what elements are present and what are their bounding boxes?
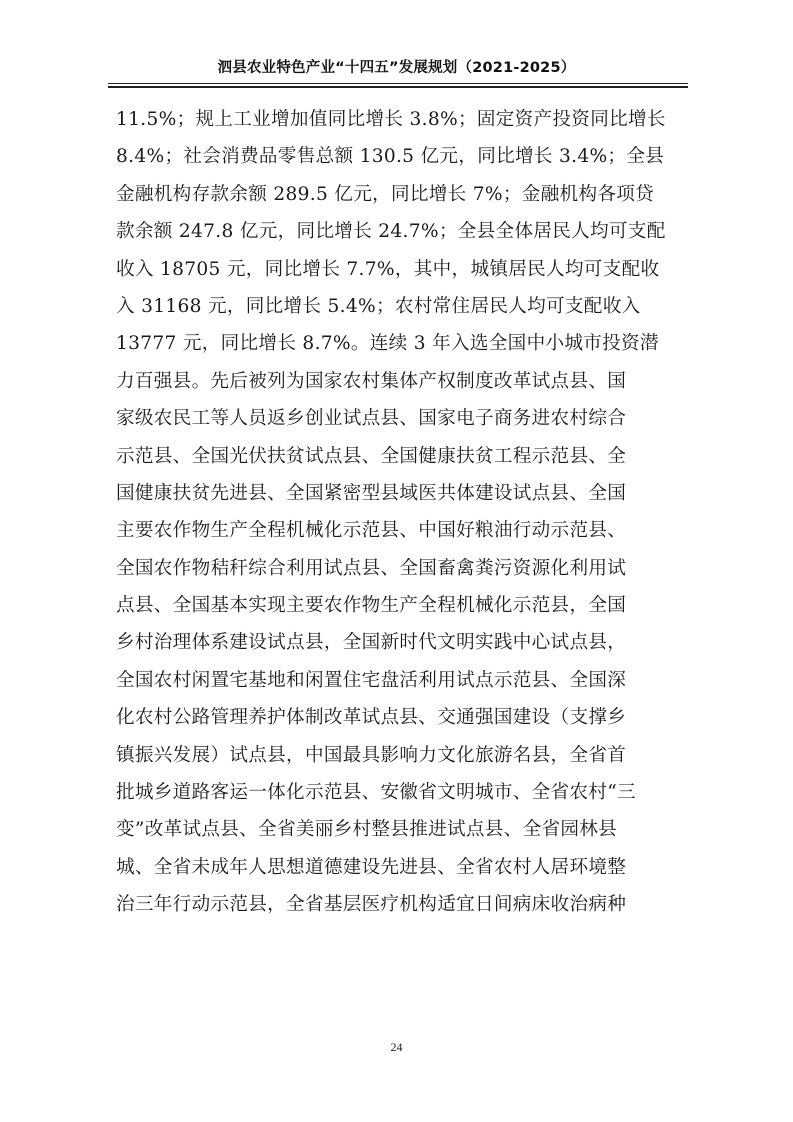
text-line: 收入 18705 元，同比增长 7.7%，其中，城镇居民人均可支配收 xyxy=(116,258,660,280)
header-rule-thin xyxy=(108,83,688,84)
text-line: 批城乡道路客运一体化示范县、安徽省文明城市、全省农村“三 xyxy=(116,782,636,804)
text-line: 全国农作物秸秆综合利用试点县、全国畜禽粪污资源化利用试 xyxy=(116,557,627,579)
text-line: 镇振兴发展）试点县，中国最具影响力文化旅游名县，全省首 xyxy=(116,744,627,766)
text-line: 8.4%；社会消费品零售总额 130.5 亿元，同比增长 3.4%；全县 xyxy=(116,146,665,168)
page-number: 24 xyxy=(390,1040,403,1054)
text-line: 入 31168 元，同比增长 5.4%；农村常住居民人均可支配收入 xyxy=(116,295,641,317)
text-line: 示范县、全国光伏扶贫试点县、全国健康扶贫工程示范县、全 xyxy=(116,445,627,467)
text-line: 化农村公路管理养护体制改革试点县、交通强国建设（支撑乡 xyxy=(116,707,627,729)
text-line: 治三年行动示范县，全省基层医疗机构适宜日间病床收治病种 xyxy=(116,894,627,916)
text-line: 13777 元，同比增长 8.7%。连续 3 年入选全国中小城市投资潜 xyxy=(116,333,659,355)
text-line: 点县、全国基本实现主要农作物生产全程机械化示范县，全国 xyxy=(116,595,627,617)
text-line: 款余额 247.8 亿元，同比增长 24.7%；全县全体居民人均可支配 xyxy=(116,221,666,243)
text-line: 国健康扶贫先进县、全国紧密型县域医共体建设试点县、全国 xyxy=(116,482,627,504)
text-line: 金融机构存款余额 289.5 亿元，同比增长 7%；金融机构各项贷 xyxy=(116,183,655,205)
text-line: 城、全省未成年人思想道德建设先进县、全省农村人居环境整 xyxy=(116,856,627,878)
text-line: 家级农民工等人员返乡创业试点县、国家电子商务进农村综合 xyxy=(116,408,627,430)
header-rule-thick xyxy=(108,86,688,88)
text-line: 全国农村闲置宅基地和闲置住宅盘活利用试点示范县、全国深 xyxy=(116,669,627,691)
text-line: 乡村治理体系建设试点县，全国新时代文明实践中心试点县， xyxy=(116,632,627,654)
text-line: 主要农作物生产全程机械化示范县、中国好粮油行动示范县、 xyxy=(116,520,627,542)
text-line: 力百强县。先后被列为国家农村集体产权制度改革试点县、国 xyxy=(116,370,627,392)
text-line: 11.5%；规上工业增加值同比增长 3.8%；固定资产投资同比增长 xyxy=(116,109,666,130)
text-line: 变”改革试点县、全省美丽乡村整县推进试点县、全省园林县 xyxy=(116,819,618,841)
body-paragraph xyxy=(116,101,696,924)
page-header-title: 泗县农业特色产业“十四五”发展规划（2021-2025） xyxy=(217,60,576,76)
